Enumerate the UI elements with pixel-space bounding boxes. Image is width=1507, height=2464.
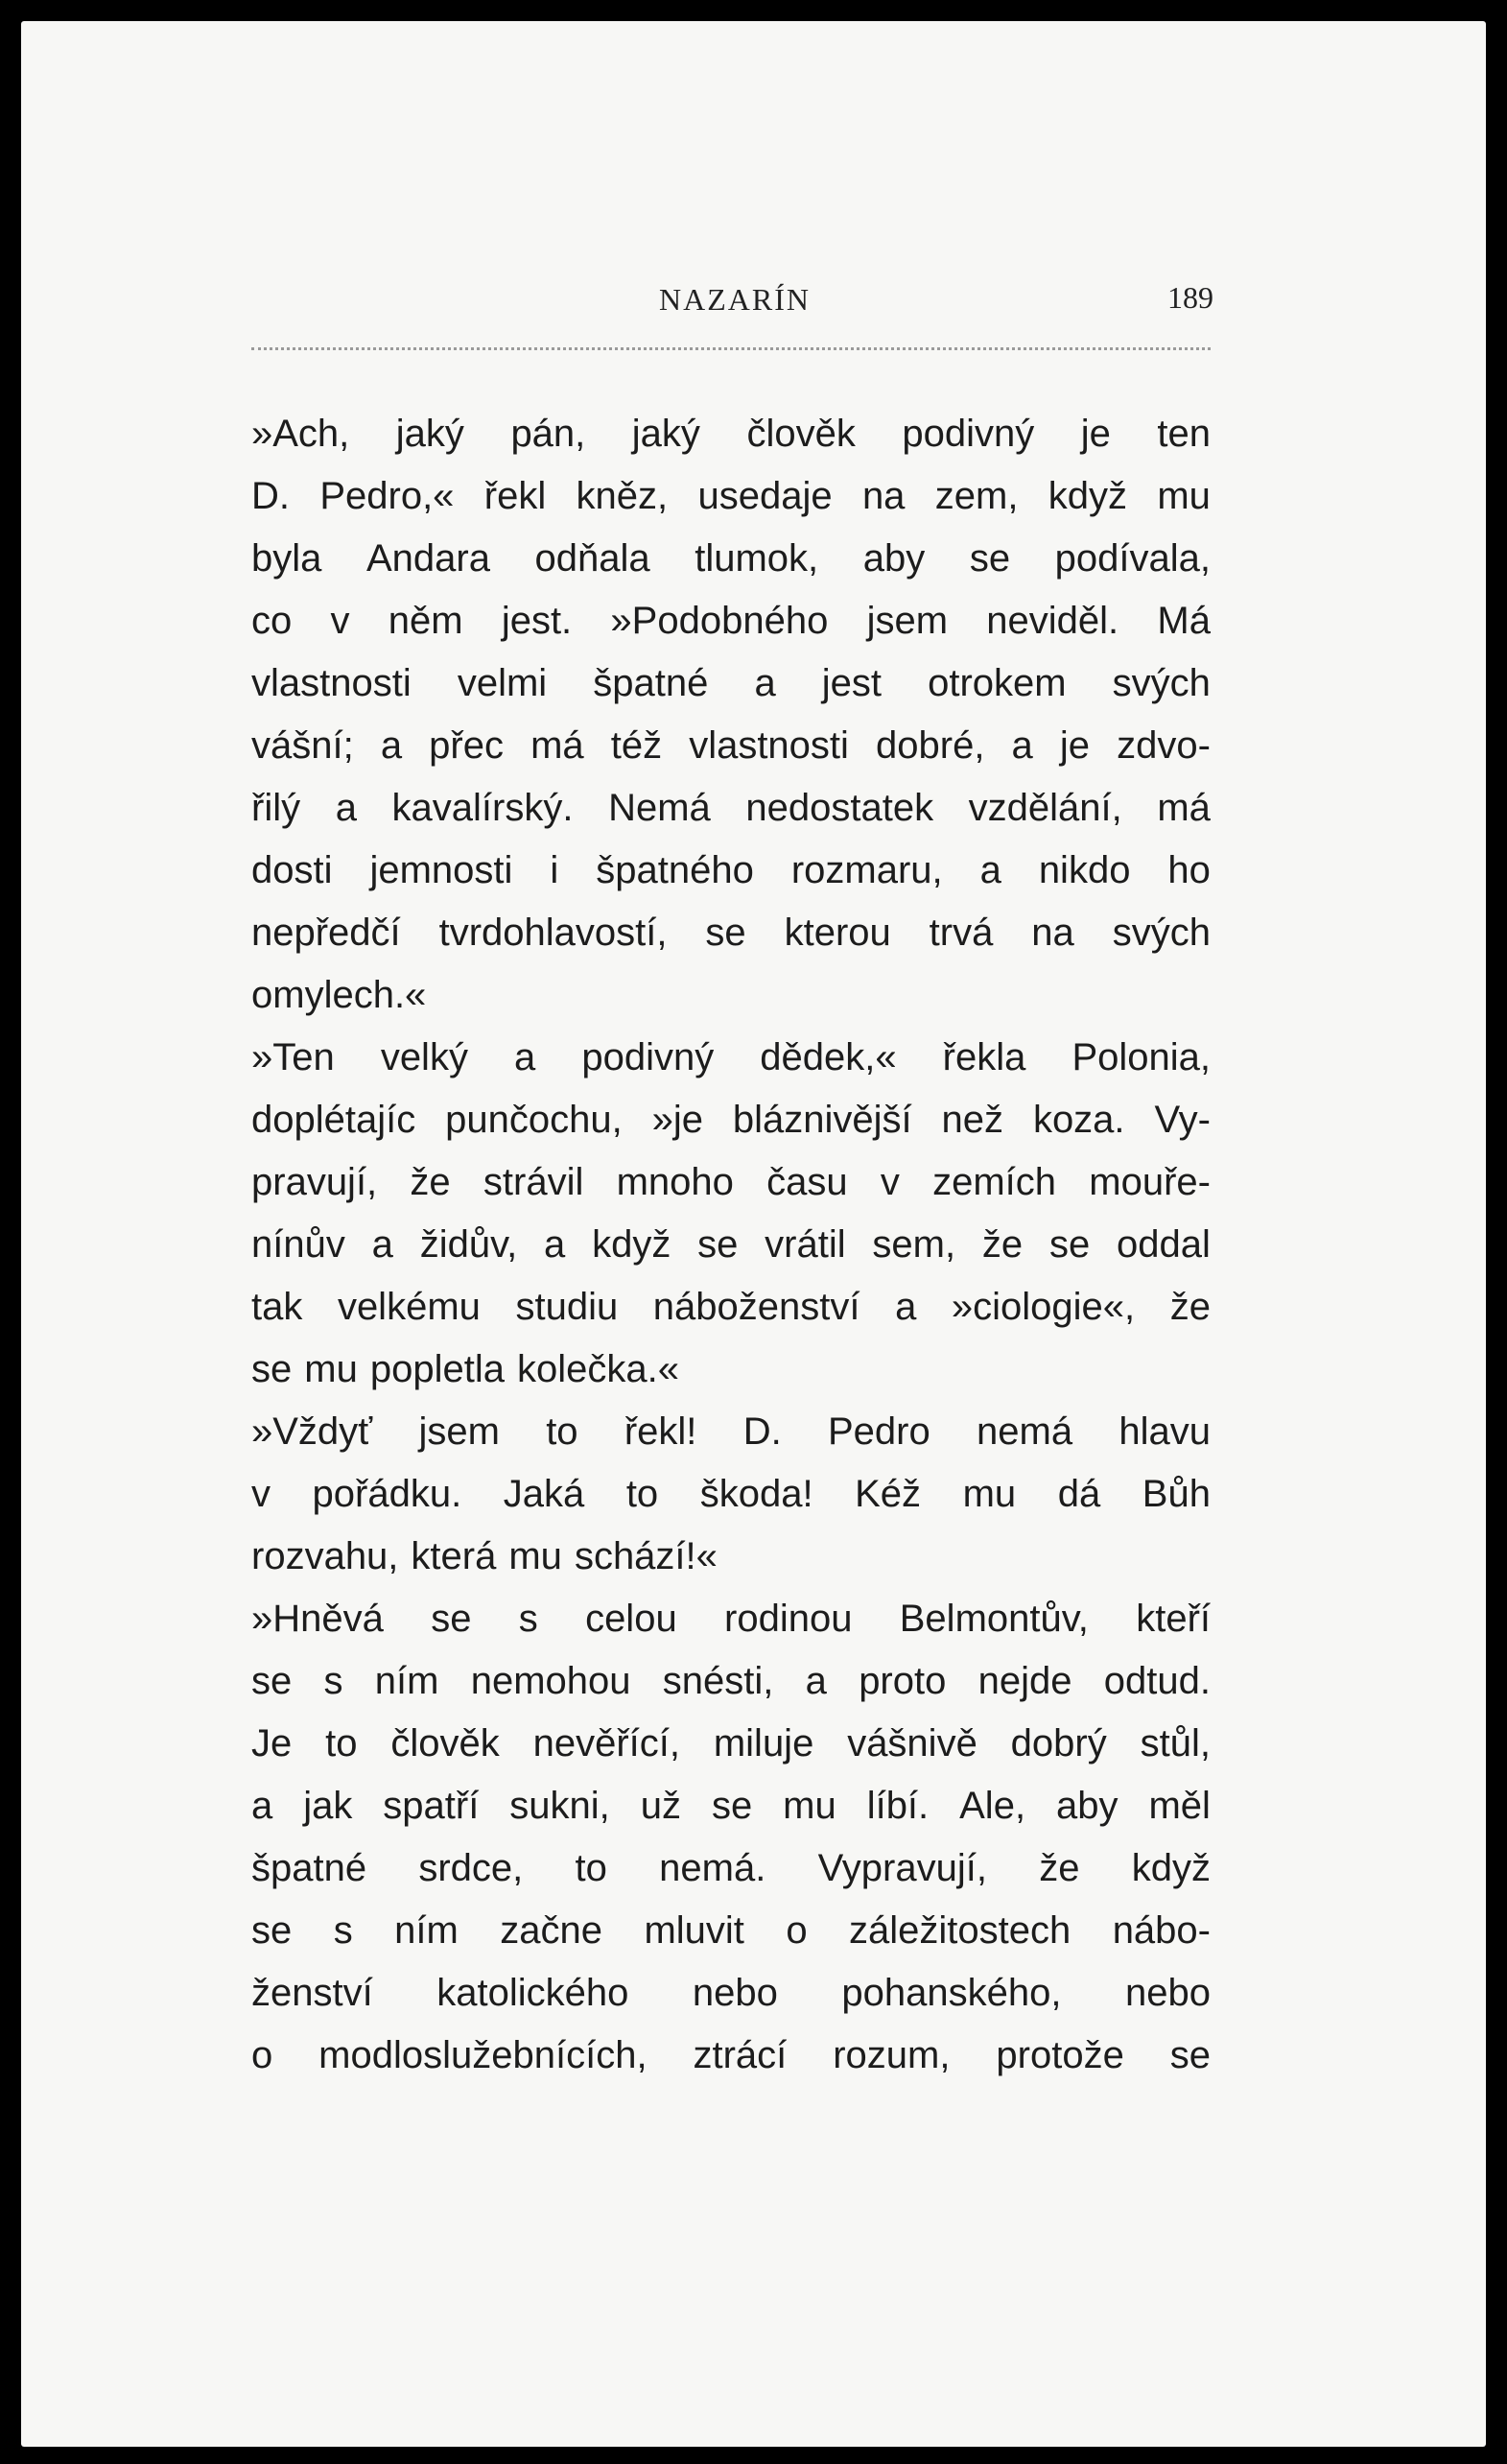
word: usedaje <box>697 475 833 517</box>
word: i <box>550 849 559 891</box>
text-line <box>251 1900 1211 1962</box>
word: rozmaru, <box>790 849 943 891</box>
word: jaký <box>631 413 700 455</box>
word: nemá. <box>659 1847 766 1889</box>
word: byla <box>251 537 322 580</box>
word: »Vždyť <box>251 1410 373 1453</box>
word: s <box>333 1909 353 1952</box>
word: vzdělání, <box>968 787 1122 829</box>
word: modloslužebnících, <box>318 2034 648 2076</box>
word: aby <box>862 537 926 580</box>
word: přec <box>429 724 504 767</box>
word: D. <box>251 475 290 517</box>
word: na <box>861 475 906 517</box>
word: popletla <box>369 1348 505 1390</box>
word: mluvit <box>644 1909 744 1952</box>
word: Andara <box>365 537 490 580</box>
word: podivný <box>581 1036 715 1078</box>
word: mu <box>962 1473 1017 1515</box>
word: se <box>1048 1223 1091 1266</box>
word: tvrdohlavostí, <box>438 912 668 954</box>
word: má <box>530 724 584 767</box>
word: aby <box>1056 1785 1118 1827</box>
body-text <box>251 403 1211 2087</box>
word: bláznivější <box>732 1099 912 1141</box>
word: podívala, <box>1054 537 1211 580</box>
word: pán, <box>510 413 586 455</box>
word: Nemá <box>608 787 711 829</box>
word: času <box>766 1161 848 1203</box>
word: a <box>544 1223 566 1266</box>
word: proto <box>859 1660 947 1702</box>
word: se <box>251 1348 293 1390</box>
word: kterou <box>784 912 891 954</box>
word: stůl, <box>1140 1722 1211 1765</box>
word: rozum, <box>833 2034 951 2076</box>
word: už <box>640 1785 681 1827</box>
word: omylech.« <box>251 974 427 1016</box>
word: pohanského, <box>841 1972 1062 2014</box>
word: jemnosti <box>369 849 513 891</box>
text-line <box>251 1463 1211 1526</box>
word: začne <box>500 1909 602 1952</box>
word: dá <box>1057 1473 1101 1515</box>
word: řekla <box>942 1036 1026 1078</box>
page-number: 189 <box>1167 280 1213 315</box>
word: ním <box>374 1660 439 1702</box>
word: Vy- <box>1154 1099 1211 1141</box>
word: než <box>941 1099 1004 1141</box>
word: se <box>697 1223 739 1266</box>
word: hlavu <box>1118 1410 1211 1453</box>
word: Bůh <box>1142 1473 1211 1515</box>
word: v <box>251 1473 271 1515</box>
word: dobré, <box>876 724 985 767</box>
word: katolického <box>436 1972 629 2014</box>
word: mu <box>508 1535 562 1577</box>
word: jak <box>303 1785 353 1827</box>
word: miluje <box>713 1722 814 1765</box>
word: velký <box>380 1036 468 1078</box>
word: »Podobného <box>610 600 829 642</box>
word: studiu <box>515 1286 619 1328</box>
word: jsem <box>866 600 949 642</box>
word: tak <box>251 1286 303 1328</box>
word: ten <box>1157 413 1211 455</box>
word: to <box>546 1410 578 1453</box>
text-line <box>251 590 1211 652</box>
word: špatné <box>251 1847 367 1889</box>
word: Pedro <box>827 1410 930 1453</box>
word: jaký <box>395 413 464 455</box>
word: velkému <box>337 1286 481 1328</box>
word: kolečka.« <box>516 1348 679 1390</box>
text-line <box>251 1962 1211 2025</box>
word: to <box>625 1473 659 1515</box>
word: a <box>380 724 403 767</box>
word: se <box>1169 2034 1211 2076</box>
word: špatného <box>596 849 754 891</box>
text-line <box>251 964 1211 1027</box>
word: s <box>323 1660 343 1702</box>
word: dosti <box>251 849 333 891</box>
word: o <box>251 2034 273 2076</box>
word: koza. <box>1032 1099 1125 1141</box>
word: že <box>981 1223 1024 1266</box>
word: vášnivě <box>847 1722 977 1765</box>
text-line <box>251 902 1211 964</box>
word: »je <box>651 1099 703 1141</box>
header-divider <box>251 347 1211 350</box>
word: když <box>1048 475 1128 517</box>
word: řekl <box>483 475 547 517</box>
word: řekl! <box>624 1410 697 1453</box>
word: Má <box>1157 600 1211 642</box>
word: rozvahu, <box>251 1535 399 1577</box>
word: strávil <box>483 1161 584 1203</box>
word: špatné <box>593 662 709 704</box>
word: sem, <box>872 1223 956 1266</box>
text-line <box>251 777 1211 840</box>
word: o <box>786 1909 808 1952</box>
word: nebo <box>692 1972 778 2014</box>
word: nemohou <box>470 1660 631 1702</box>
word: je <box>1059 724 1091 767</box>
text-line <box>251 652 1211 715</box>
word: zdvo- <box>1117 724 1211 767</box>
text-line <box>251 1837 1211 1900</box>
word: ztrácí <box>693 2034 788 2076</box>
text-line <box>251 840 1211 902</box>
text-line <box>251 1276 1211 1339</box>
word: svých <box>1112 662 1211 704</box>
word: se <box>705 912 746 954</box>
word: dobrý <box>1010 1722 1107 1765</box>
word: ním <box>394 1909 459 1952</box>
word: líbí. <box>866 1785 930 1827</box>
text-line <box>251 715 1211 777</box>
word: svých <box>1112 912 1211 954</box>
word: nemá <box>977 1410 1073 1453</box>
word: »ciologie«, <box>951 1286 1136 1328</box>
text-line <box>251 1650 1211 1713</box>
word: tlumok, <box>695 537 819 580</box>
word: která <box>411 1535 497 1577</box>
word: kteří <box>1136 1598 1211 1640</box>
word: kněz, <box>576 475 669 517</box>
word: jest <box>821 662 883 704</box>
word: mu <box>304 1348 358 1390</box>
text-line <box>251 1151 1211 1214</box>
word: jsem <box>418 1410 500 1453</box>
word: trvá <box>929 912 994 954</box>
word: to <box>325 1722 358 1765</box>
word: nikdo <box>1038 849 1131 891</box>
word: mouře- <box>1089 1161 1211 1203</box>
word: oddal <box>1117 1223 1211 1266</box>
word: židův, <box>419 1223 518 1266</box>
word: nebo <box>1124 1972 1211 2014</box>
word: nínův <box>251 1223 345 1266</box>
word: v <box>330 600 350 642</box>
text-line <box>251 1214 1211 1276</box>
word: D. <box>742 1410 782 1453</box>
text-line <box>251 465 1211 528</box>
word: Ale, <box>959 1785 1026 1827</box>
word: že <box>1169 1286 1211 1328</box>
word: zemích <box>932 1161 1057 1203</box>
word: že <box>1039 1847 1080 1889</box>
text-line <box>251 2025 1211 2087</box>
word: záležitostech <box>849 1909 1071 1952</box>
word: a <box>1011 724 1033 767</box>
word: »Ten <box>251 1036 335 1078</box>
word: ho <box>1167 849 1211 891</box>
word: řilý <box>251 787 301 829</box>
text-line <box>251 1339 1211 1401</box>
word: mu <box>783 1785 836 1827</box>
word: schází!« <box>574 1535 718 1577</box>
word: »Hněvá <box>251 1598 384 1640</box>
word: neviděl. <box>986 600 1119 642</box>
word: když <box>1131 1847 1211 1889</box>
word: má <box>1157 787 1211 829</box>
word: spatří <box>383 1785 480 1827</box>
word: pravují, <box>251 1161 378 1203</box>
text-line <box>251 1713 1211 1775</box>
word: se <box>711 1785 753 1827</box>
word: se <box>431 1598 472 1640</box>
word: jest. <box>501 600 573 642</box>
word: a <box>371 1223 393 1266</box>
word: odtud. <box>1103 1660 1211 1702</box>
word: měl <box>1148 1785 1211 1827</box>
word: Vypravují, <box>817 1847 987 1889</box>
text-line <box>251 1089 1211 1151</box>
word: vášní; <box>251 724 354 767</box>
word: je <box>1080 413 1111 455</box>
word: že <box>410 1161 451 1203</box>
word: Polonia, <box>1071 1036 1211 1078</box>
word: snésti, <box>662 1660 774 1702</box>
word: nedostatek <box>745 787 934 829</box>
word: odňala <box>534 537 650 580</box>
word: zem, <box>934 475 1019 517</box>
word: a <box>805 1660 827 1702</box>
word: doplétajíc <box>251 1099 416 1141</box>
word: kavalírský. <box>391 787 574 829</box>
word: Je <box>251 1722 293 1765</box>
running-title: NAZARÍN <box>659 282 811 317</box>
word: podivný <box>902 413 1035 455</box>
word: vlastnosti <box>251 662 412 704</box>
word: se <box>251 1909 293 1952</box>
word: a <box>251 1785 273 1827</box>
word: něm <box>388 600 463 642</box>
text-line <box>251 1401 1211 1463</box>
word: Kéž <box>855 1473 922 1515</box>
word: punčochu, <box>445 1099 623 1141</box>
word: sukni, <box>509 1785 610 1827</box>
word: mnoho <box>616 1161 734 1203</box>
word: nejde <box>977 1660 1072 1702</box>
word: a <box>895 1286 917 1328</box>
word: na <box>1031 912 1074 954</box>
text-line <box>251 403 1211 465</box>
word: ženství <box>251 1972 373 2014</box>
text-line <box>251 1588 1211 1650</box>
word: otrokem <box>928 662 1067 704</box>
text-line <box>251 1775 1211 1837</box>
word: člověk <box>746 413 856 455</box>
word: protože <box>996 2034 1124 2076</box>
word: pořádku. <box>312 1473 462 1515</box>
word: a <box>754 662 776 704</box>
text-line <box>251 528 1211 590</box>
word: dědek,« <box>760 1036 897 1078</box>
word: Pedro,« <box>319 475 455 517</box>
word: se <box>251 1660 293 1702</box>
word: když <box>592 1223 671 1266</box>
word: a <box>335 787 357 829</box>
word: to <box>575 1847 607 1889</box>
word: se <box>969 537 1011 580</box>
word: mu <box>1157 475 1211 517</box>
word: a <box>979 849 1001 891</box>
word: Jaká <box>503 1473 585 1515</box>
word: škoda! <box>699 1473 813 1515</box>
word: celou <box>585 1598 677 1640</box>
word: člověk <box>390 1722 500 1765</box>
text-line <box>251 1027 1211 1089</box>
word: co <box>251 600 293 642</box>
word: vrátil <box>765 1223 846 1266</box>
word: nepředčí <box>251 912 401 954</box>
word: rodinou <box>724 1598 853 1640</box>
word: nevěřící, <box>532 1722 680 1765</box>
word: též <box>610 724 663 767</box>
text-line <box>251 1526 1211 1588</box>
word: náboženství <box>652 1286 860 1328</box>
word: s <box>518 1598 538 1640</box>
word: srdce, <box>418 1847 524 1889</box>
word: »Ach, <box>251 413 350 455</box>
word: v <box>880 1161 900 1203</box>
word: Belmontův, <box>899 1598 1089 1640</box>
word: a <box>514 1036 536 1078</box>
word: velmi <box>457 662 548 704</box>
word: nábo- <box>1112 1909 1211 1952</box>
word: vlastnosti <box>689 724 849 767</box>
